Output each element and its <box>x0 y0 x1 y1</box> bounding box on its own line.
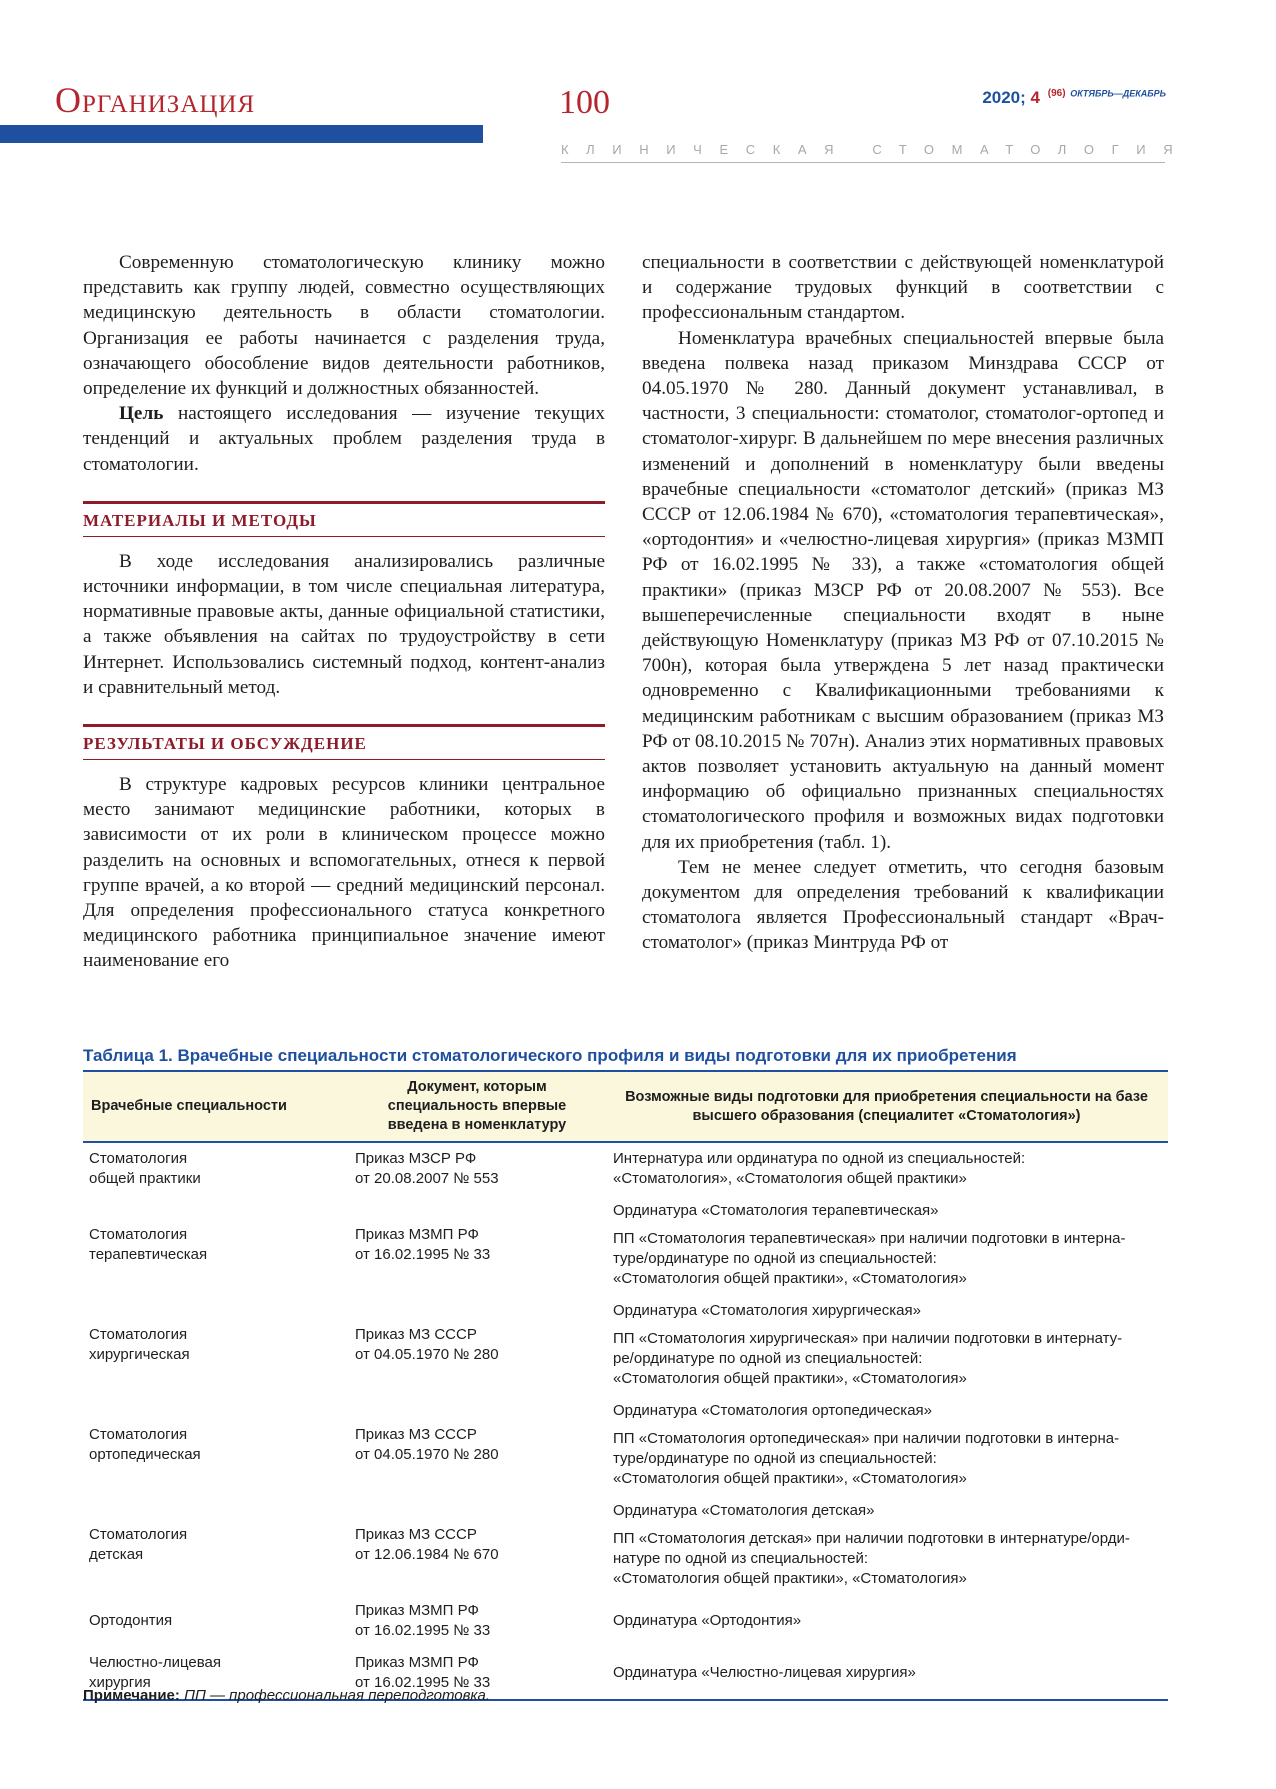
cell-document: Приказ МЗ СССР от 04.05.1970 № 280 <box>355 1426 499 1463</box>
cell-specialty: Ортодонтия <box>89 1612 173 1629</box>
cell-specialty: Стоматология хирургическая <box>89 1326 190 1363</box>
header-specialty: Врачебные специальности <box>83 1071 349 1142</box>
cell-document: Приказ МЗМП РФ от 16.02.1995 № 33 <box>355 1602 491 1639</box>
table-row <box>83 1142 1168 1195</box>
table-row <box>83 1595 1168 1647</box>
cell-document: Приказ МЗ СССР от 04.05.1970 № 280 <box>355 1326 499 1363</box>
training-option: ПП «Стоматология ортопедическая» при наличии подготовки в интерна- туре/ординатуре по одной из специальностей: «Стоматология общей практики», «Стоматология» <box>613 1430 1120 1487</box>
training-option: ПП «Стоматология детская» при наличии подготовки в интернатуре/орди- натуре по одной из специальностей: «Стоматология общей практики», «Стоматология» <box>613 1530 1130 1587</box>
training-option: Ординатура «Стоматология ортопедическая» <box>613 1402 932 1419</box>
note-text: ПП — профессиональная переподготовка. <box>179 1687 491 1704</box>
training-option: Ординатура «Стоматология детская» <box>613 1502 875 1519</box>
cell-training <box>605 1495 1168 1595</box>
materials-heading: МАТЕРИАЛЫ И МЕТОДЫ <box>83 501 605 537</box>
section-title: Организация <box>55 80 256 120</box>
cell-document: Приказ МЗСР РФ от 20.08.2007 № 553 <box>355 1150 499 1187</box>
training-option: Интернатура или ординатура по одной из специальностей: «Стоматология», «Стоматология общей практики» <box>613 1150 1026 1187</box>
goal-text: настоящего исследования — изучение текущих тенденций и актуальных проблем разделения труда в стоматологии. <box>83 403 605 475</box>
table-caption: Таблица 1. Врачебные специальности стоматологического профиля и виды подготовки для их приобретения <box>83 1046 1017 1065</box>
training-option: ПП «Стоматология терапевтическая» при наличии подготовки в интерна- туре/ординатуре по одной из специальностей: «Стоматология общей практики», «Стоматология» <box>613 1230 1126 1287</box>
cell-specialty: Стоматология терапевтическая <box>89 1226 208 1263</box>
journal-name: КЛИНИЧЕСКАЯ СТОМАТОЛОГИЯ <box>561 142 1191 157</box>
intro-paragraph: Современную стоматологическую клинику можно представить как группу людей, совместно осуществляющих медицинскую деятельность в области стоматологии. Организация ее работы начинается с разделения труда, означающего обособление видов деятельности работников, определение их функций и должностных обязанностей. <box>83 252 605 400</box>
specialties-table <box>83 1070 1168 1701</box>
table-header-row <box>83 1071 1168 1142</box>
results-paragraph: В структуре кадровых ресурсов клиники центральное место занимают медицинские работники, которых в зависимости от их роли в клиническом процессе можно разделить на основных и вспомогательных, отнеся к первой группе врачей, а ко второй — средний медицинский персонал. Для определения профессионального статуса конкретного медицинского работника принципиальное значение имеют наименование его <box>83 774 605 972</box>
table-row <box>83 1295 1168 1395</box>
table-note <box>83 1687 490 1704</box>
right-paragraph-3: Тем не менее следует отметить, что сегодня базовым документом для определения требований к квалификации стоматолога является Профессиональный стандарт «Врач-стоматолог» (приказ Минтруда РФ от <box>642 856 1164 954</box>
cell-training <box>605 1295 1168 1395</box>
cell-training <box>605 1395 1168 1495</box>
cell-training <box>605 1647 1168 1700</box>
cell-specialty: Стоматология общей практики <box>89 1150 201 1187</box>
cell-training <box>605 1195 1168 1295</box>
training-option: Ординатура «Ортодонтия» <box>613 1612 802 1629</box>
training-option: ПП «Стоматология хирургическая» при наличии подготовки в интернату- ре/ординатуре по одной из специальностей: «Стоматология общей практики», «Стоматология» <box>613 1330 1123 1387</box>
cell-training <box>605 1142 1168 1195</box>
section-color-bar <box>0 125 483 143</box>
goal-label: Цель <box>119 403 164 425</box>
cell-document: Приказ МЗМП РФ от 16.02.1995 № 33 <box>355 1226 491 1263</box>
goal-paragraph <box>83 401 605 477</box>
cell-specialty: Челюстно-лицевая хирургия <box>83 1647 349 1700</box>
training-option: Ординатура «Челюстно-лицевая хирургия» <box>613 1664 916 1681</box>
issue-info <box>982 89 1166 106</box>
table-row <box>83 1395 1168 1495</box>
cell-specialty: Стоматология ортопедическая <box>89 1426 201 1463</box>
note-label: Примечание: <box>83 1687 180 1704</box>
header-rule <box>561 162 1165 163</box>
issue-months: ОКТЯБРЬ—ДЕКАБРЬ <box>1070 88 1166 99</box>
header-document: Документ, которым специальность впервые введена в номенклатуру <box>349 1071 605 1142</box>
issue-number: 4 <box>1030 88 1040 107</box>
right-column <box>642 250 1164 956</box>
cell-document: Приказ МЗМП РФ от 16.02.1995 № 33 <box>349 1647 605 1700</box>
training-option: Ординатура «Стоматология хирургическая» <box>613 1302 921 1319</box>
issue-total: (96) <box>1047 88 1066 100</box>
header-training: Возможные виды подготовки для приобретения специальности на базе высшего образования (специалитет «Стоматология») <box>605 1071 1168 1142</box>
right-paragraph-2: Номенклатура врачебных специальностей впервые была введена полвека назад приказом Минздрава СССР от 04.05.1970 № 280. Данный документ устанавливал, в частности, 3 специальности: стоматолог, стоматолог-ортопед и стоматолог-хирург. В дальнейшем по мере внесения различных изменений и дополнений в номенклатуру были введены врачебные специальности «стоматолог детский» (приказ МЗ СССР от 12.06.1984 № 670), «стоматология терапевтическая», «ортодонтия» и «челюстно-лицевая хирургия» (приказ МЗМП РФ от 16.02.1995 № 33), а также «стоматология общей практики» (приказ МЗСР РФ от 20.08.2007 № 553). Все вышеперечисленные специальности входят в ныне действующую Номенклатуру (приказ МЗ РФ от 07.10.2015 № 700н), которая была утверждена 5 лет назад практически одновременно с Квалификационными требованиями к медицинским работникам с высшим образованием (приказ МЗ РФ от 08.10.2015 № 707н). Анализ этих нормативных правовых актов позволяет установить актуальную на данный момент информацию об официально признанных специальностях стоматологического профиля и возможных видах подготовки для их приобретения (табл. 1). <box>642 327 1164 853</box>
cell-document: Приказ МЗ СССР от 12.06.1984 № 670 <box>355 1526 499 1563</box>
page-number: 100 <box>559 84 610 121</box>
table-row <box>83 1195 1168 1295</box>
results-heading: РЕЗУЛЬТАТЫ И ОБСУЖДЕНИЕ <box>83 724 605 760</box>
cell-training <box>605 1595 1168 1647</box>
table-body <box>83 1142 1168 1700</box>
table-row <box>83 1495 1168 1595</box>
left-column <box>83 250 605 974</box>
materials-paragraph: В ходе исследования анализировались различные источники информации, в том числе специальная литература, нормативные правовые акты, данные официальной статистики, а также объявления на сайтах по трудоустройству в сети Интернет. Использовались системный подход, контент-анализ и сравнительный метод. <box>83 550 605 698</box>
training-option: Ординатура «Стоматология терапевтическая» <box>613 1202 939 1219</box>
right-paragraph-1: специальности в соответствии с действующей номенклатурой и содержание трудовых функций в соответствии с профессиональным стандартом. <box>642 252 1164 324</box>
cell-specialty: Стоматология детская <box>89 1526 188 1563</box>
issue-year: 2020; <box>982 88 1026 107</box>
